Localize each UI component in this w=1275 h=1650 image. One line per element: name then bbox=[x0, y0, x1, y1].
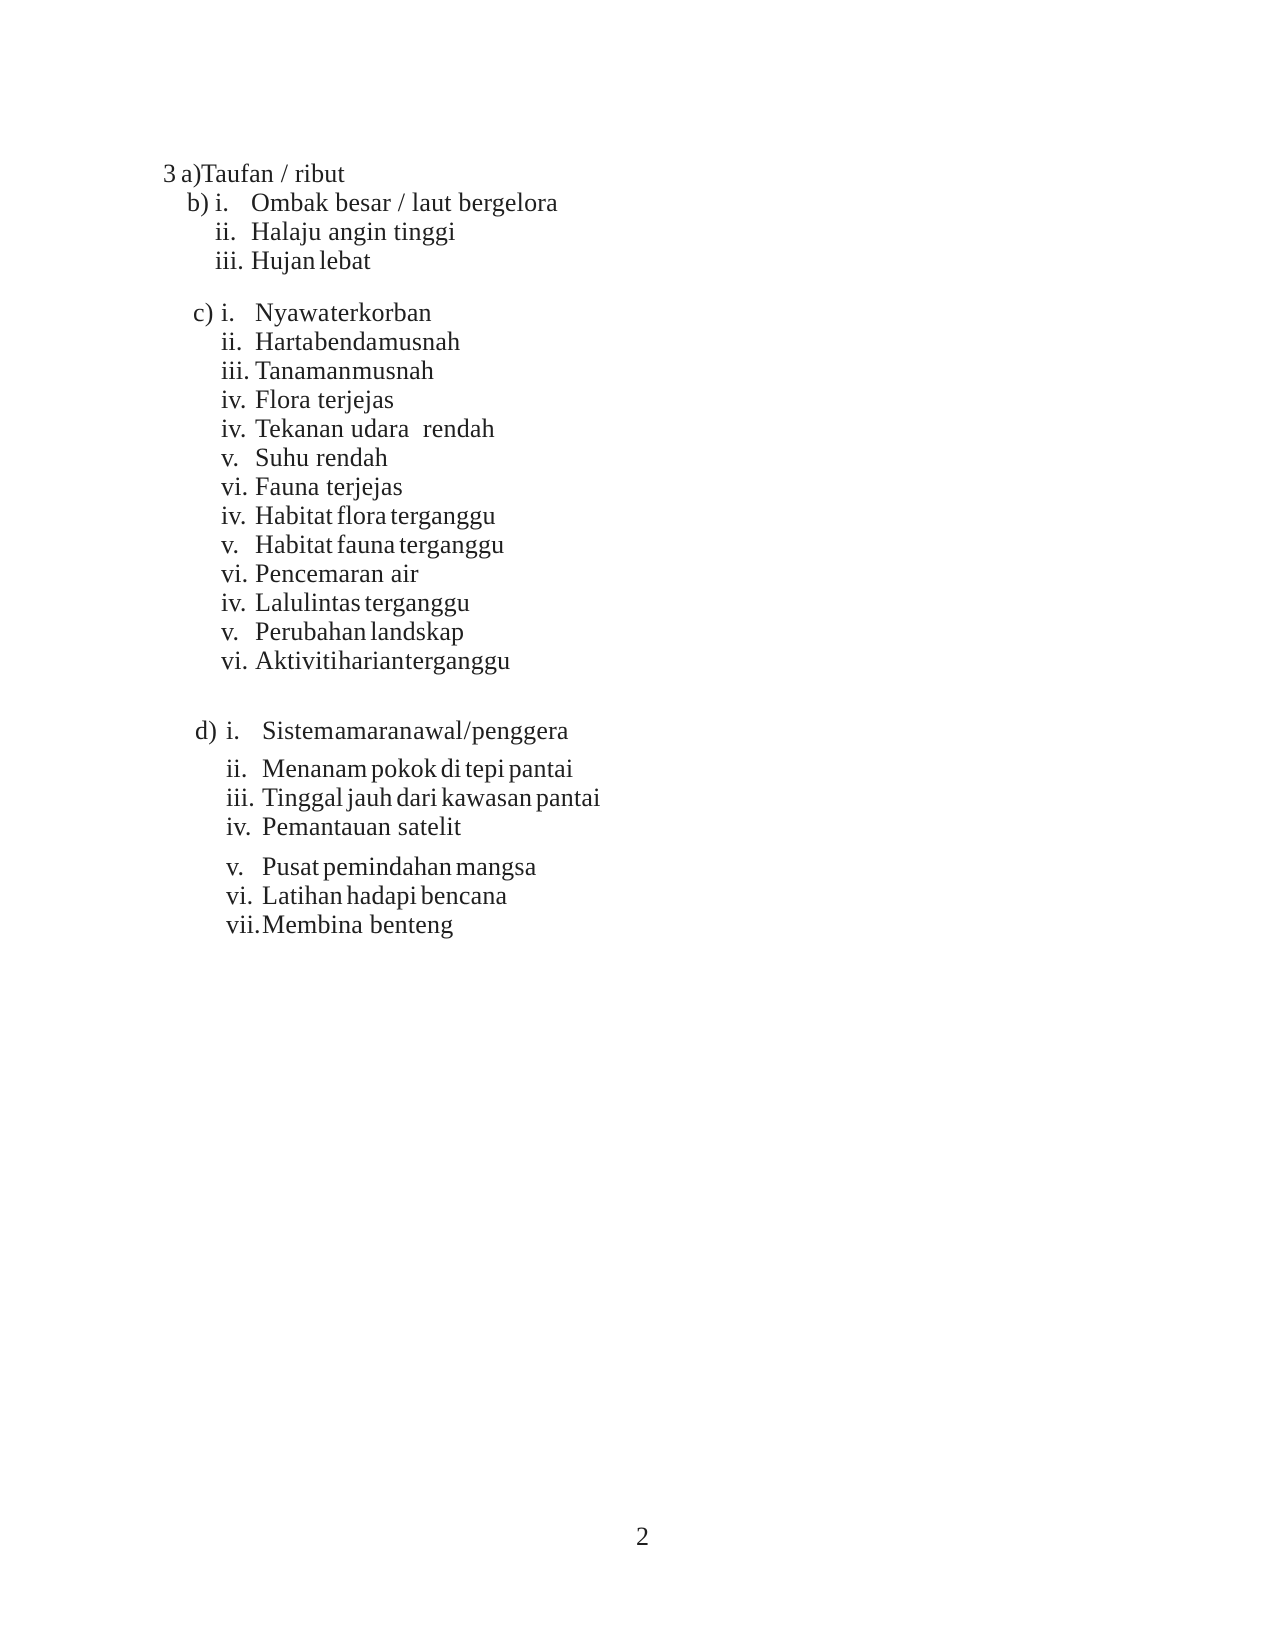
item-text: Halaju angin tinggi bbox=[251, 217, 456, 246]
item-numeral: v. bbox=[221, 530, 240, 559]
answer-item bbox=[0, 217, 1275, 246]
item-text: Latihan hadapi bencana bbox=[262, 881, 508, 910]
answer-item bbox=[0, 356, 1275, 385]
item-text: Hujan lebat bbox=[251, 246, 371, 275]
item-numeral: iii. bbox=[221, 356, 250, 385]
item-text: Nyawa terkorban bbox=[255, 298, 432, 327]
answer-section-d bbox=[0, 716, 1275, 939]
section-items bbox=[0, 298, 1275, 675]
item-numeral: iii. bbox=[226, 783, 255, 812]
item-text: Ombak besar / laut bergelora bbox=[251, 188, 558, 217]
item-numeral: vi. bbox=[226, 881, 254, 910]
answer-item bbox=[0, 716, 1275, 745]
item-numeral: iv. bbox=[221, 385, 247, 414]
item-text: Sistem amaran awal / penggera bbox=[262, 716, 569, 745]
answer-item bbox=[0, 246, 1275, 275]
item-numeral: i. bbox=[221, 298, 236, 327]
item-text: Membina benteng bbox=[262, 910, 454, 939]
answer-item bbox=[0, 852, 1275, 881]
item-numeral: i. bbox=[226, 716, 241, 745]
item-numeral: i. bbox=[215, 188, 230, 217]
answer-section-c bbox=[0, 298, 1275, 675]
answer-item bbox=[0, 588, 1275, 617]
answer-item bbox=[0, 298, 1275, 327]
answer-item bbox=[0, 617, 1275, 646]
item-text: Flora terjejas bbox=[255, 385, 395, 414]
answer-item bbox=[0, 812, 1275, 841]
item-numeral: iii. bbox=[215, 246, 244, 275]
item-text: Pencemaran air bbox=[255, 559, 419, 588]
item-numeral: iv. bbox=[221, 414, 247, 443]
section-items bbox=[0, 716, 1275, 939]
answer-item bbox=[0, 881, 1275, 910]
item-text: Suhu rendah bbox=[255, 443, 388, 472]
item-text: Pemantauan satelit bbox=[262, 812, 462, 841]
answer-item bbox=[0, 783, 1275, 812]
item-numeral: vi. bbox=[221, 646, 249, 675]
item-numeral: ii. bbox=[221, 327, 243, 356]
item-text: Tinggal jauh dari kawasan pantai bbox=[262, 783, 601, 812]
item-text: Menanam pokok di tepi pantai bbox=[262, 754, 574, 783]
page-number: 2 bbox=[636, 1522, 650, 1551]
answer-item bbox=[0, 646, 1275, 675]
item-numeral: ii. bbox=[226, 754, 248, 783]
question-number: 3 bbox=[163, 159, 177, 188]
section-label: a) bbox=[181, 159, 202, 188]
answer-item bbox=[0, 385, 1275, 414]
answer-item bbox=[0, 754, 1275, 783]
section-label: c) bbox=[193, 298, 214, 327]
answer-item bbox=[0, 910, 1275, 939]
answer-section-b bbox=[0, 188, 1275, 275]
item-numeral: vi. bbox=[221, 559, 249, 588]
item-numeral: v. bbox=[226, 852, 245, 881]
answer-item bbox=[0, 530, 1275, 559]
item-numeral: vii. bbox=[226, 910, 261, 939]
section-label: b) bbox=[187, 188, 210, 217]
item-numeral: iv. bbox=[221, 501, 247, 530]
item-numeral: ii. bbox=[215, 217, 237, 246]
answer-section-a bbox=[0, 159, 1275, 188]
answer-item bbox=[0, 559, 1275, 588]
item-text: Tekanan udara rendah bbox=[255, 414, 495, 443]
item-numeral: v. bbox=[221, 443, 240, 472]
item-numeral: iv. bbox=[221, 588, 247, 617]
item-numeral: v. bbox=[221, 617, 240, 646]
item-text: Harta benda musnah bbox=[255, 327, 461, 356]
item-text: Lalulintas terganggu bbox=[255, 588, 470, 617]
answer-item bbox=[0, 443, 1275, 472]
item-text: Pusat pemindahan mangsa bbox=[262, 852, 537, 881]
item-text: Perubahan landskap bbox=[255, 617, 465, 646]
answer-item bbox=[0, 327, 1275, 356]
item-text: Habitat fauna terganggu bbox=[255, 530, 505, 559]
answer-item bbox=[0, 501, 1275, 530]
item-numeral: vi. bbox=[221, 472, 249, 501]
item-text: Fauna terjejas bbox=[255, 472, 403, 501]
item-text: Habitat flora terganggu bbox=[255, 501, 496, 530]
section-label: d) bbox=[195, 716, 218, 745]
item-text: Taufan / ribut bbox=[201, 159, 345, 188]
answer-item bbox=[0, 414, 1275, 443]
item-text: Tanaman musnah bbox=[255, 356, 435, 385]
item-text: Aktiviti harian terganggu bbox=[255, 646, 511, 675]
answer-item bbox=[0, 472, 1275, 501]
item-numeral: iv. bbox=[226, 812, 252, 841]
